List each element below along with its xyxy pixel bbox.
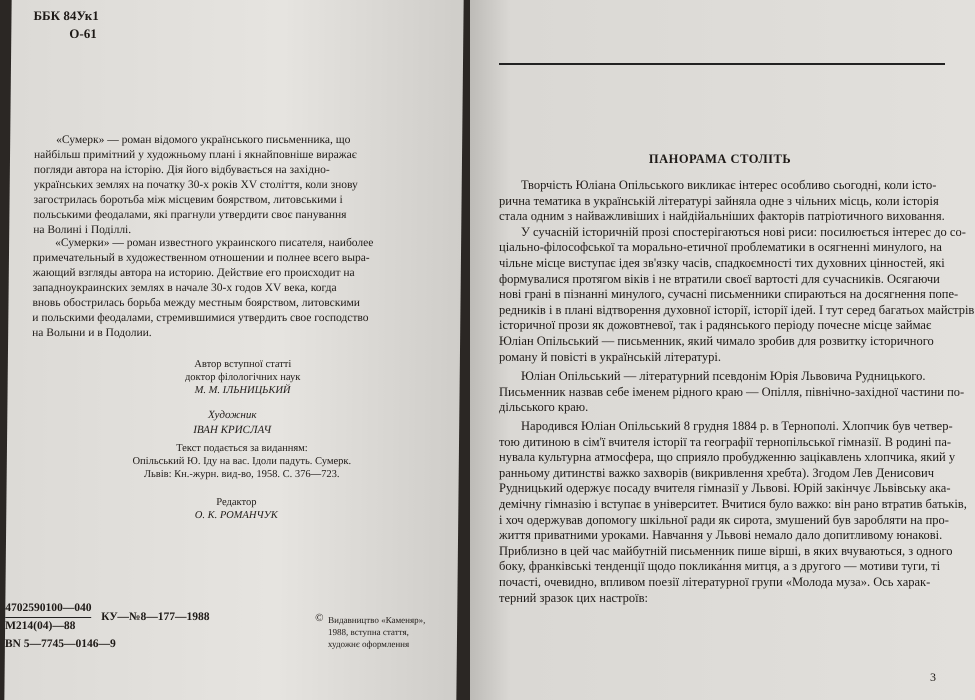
imprint-code: 4702590100—040: [5, 600, 91, 618]
text-line: боку, франківські тенденції щодо поклика́ння митця, а з другого — мотиви туги, ті: [499, 559, 941, 574]
imprint-codes: [5, 600, 92, 635]
intro-author-label: Автор вступної статті: [194, 359, 292, 370]
text-line: демічну гімназію і вступає в університет. Вчитися було важко: він рано втратив батьків,: [499, 496, 967, 511]
source-line: Опільський Ю. Іду на вас. Ідоли падуть. Сумерк.: [132, 456, 352, 467]
annotation-line: українських землях на початку 30-х років XV століття, коли знову: [33, 179, 358, 191]
paragraph-1: [499, 178, 975, 365]
annotation-line: загострилась боротьба між місцевим боярством, литовськими і: [33, 194, 343, 206]
paragraph-3: [499, 419, 967, 606]
artist-block: [172, 408, 292, 438]
text-line: Творчість Юліана Опільського викликає інтерес особливо сьогодні, коли істо-: [521, 178, 937, 192]
text-line: Юліан Опільський — літературний псевдонім Юрія Львовича Рудницького.: [521, 369, 926, 383]
text-line: терний зразок цих настроїв:: [499, 590, 649, 605]
text-line: і хоч одержував допомогу шкільної ради як сирота, змушений був заробляти на про-: [499, 512, 949, 527]
text-line: історичної прози як дожовтневої, так і радянського періоду почесне місце займає: [499, 318, 932, 333]
intro-author-name: М. М. ІЛЬНИЦЬКИЙ: [194, 385, 291, 396]
annotation-line: на Волині і Поділлі.: [33, 224, 132, 236]
text-line: роману й повісті в українській літературі.: [499, 349, 721, 364]
editor-label: Редактор: [216, 497, 257, 508]
text-line: редників і в плані відтворення духовної історії, історії ідей. І тут серед багатьох майстрів: [499, 302, 975, 317]
copyright-block: [328, 614, 426, 650]
text-line: ціально-філософської та морально-етичної проблематики в осягненні минулого, на: [499, 240, 942, 255]
annotation-line: польськими феодалами, які прагнули утвердити своє панування: [33, 209, 347, 221]
source-block: [107, 442, 377, 481]
editor-name: О. К. РОМАНЧУК: [194, 510, 278, 521]
right-page: [470, 0, 975, 700]
artist-label: Художник: [208, 409, 257, 421]
text-line: рична тематика в українській літературі зайняла одне з чільних місць, коли історія: [499, 193, 939, 208]
annotation-line: погляди автора на історію. Дія його відбувається на західно-: [33, 164, 330, 176]
text-line: почасті, очевидно, впливом поезії літературної групи «Молода муза». Ось харак-: [499, 574, 931, 589]
text-line: нувала культурна атмосфера, що сприяло пробудженню зацікавлень хлопчика, який у: [499, 450, 956, 465]
text-line: стала одним з найважливіших і найдійальніших факторів патріотичного виховання.: [499, 209, 945, 224]
text-line: Юліан Опільський — письменник, який чимало зробив для розвитку історичного: [499, 333, 934, 348]
editor-block: [166, 496, 306, 522]
text-line: Приблизно в цей час майбутній письменник пише вірші, в яких вчуваються, з одного: [499, 543, 953, 558]
annotation-russian: [32, 236, 443, 341]
bbk-index: ББК 84Ук1: [33, 8, 99, 23]
text-line: Рудницький одержує посаду вчителя гімназії у Львові. Юрій закінчує Львівську ака-: [499, 481, 951, 496]
paragraph-2: [499, 369, 965, 416]
source-line: Текст подається за виданням:: [176, 443, 308, 454]
copyright-line: Видавництво «Каменяр»,: [328, 615, 426, 625]
left-page: [4, 0, 463, 700]
imprint-ku: КУ—№8—177—1988: [101, 611, 210, 623]
annotation-line: «Сумерк» — роман відомого українського письменника, що: [56, 134, 351, 146]
text-line: ранньому дитинстві важко захворів (викривлення хребта). Згодом Лев Денисович: [499, 465, 935, 480]
text-line: чільне місце виступає ідея зв'язку часів, спадкоємності тих духовних цінностей, які: [499, 255, 945, 270]
text-line: У сучасній історичній прозі спостерігаються нові риси: посилюється інтерес до со-: [521, 224, 966, 239]
text-line: Письменник назвав себе іменем рідного краю — Опілля, північно-західної частини по-: [499, 384, 965, 399]
intro-author-block: [158, 358, 328, 397]
annotation-line: на Волыни и в Подолии.: [32, 327, 152, 339]
annotation-ukrainian: [33, 133, 444, 238]
top-rule: [499, 63, 945, 65]
imprint-code: М214(04)—88: [5, 620, 76, 632]
copyright-line: 1988, вступна стаття,: [327, 627, 409, 637]
intro-author-degree: доктор філологічних наук: [184, 372, 301, 383]
text-line: життя приватними уроками. Навчання у Львові немало дало допитливому юнакові.: [499, 528, 943, 543]
annotation-line: «Сумерки» — роман известного украинского писателя, наиболее: [55, 237, 374, 249]
annotation-line: жающий взгляды автора на историю. Действие его происходит на: [32, 267, 355, 279]
annotation-line: найбільш примітний у художньому плані і якнайповніше виражає: [33, 149, 357, 161]
copyright-symbol: ©: [315, 612, 324, 624]
author-code: О-61: [69, 26, 97, 41]
text-line: формувалися протягом віків і не втратили своєї вартості для сучасників. Осягаючи: [499, 271, 940, 286]
text-line: тою дитиною в сім'ї вчителя історії та географії тернопільської гімназії. В родині па-: [499, 434, 952, 449]
annotation-line: вновь обострилась борьба между местным боярством, литовскими: [32, 297, 361, 309]
copyright-line: художнє оформлення: [327, 639, 410, 649]
text-line: нові грані в пізнанні минулого, сучасні письменники спираються на досягнення попе-: [499, 287, 959, 302]
annotation-line: примечательный в художественном отношении и полнее всего выра-: [32, 252, 370, 264]
isbn: BN 5—7745—0146—9: [4, 638, 116, 650]
annotation-line: и польскими феодалами, стремившимися утвердить свое господство: [32, 312, 369, 324]
annotation-line: западноукраинских землях в начале 30-х годов XV века, когда: [32, 282, 337, 294]
chapter-heading: ПАНОРАМА СТОЛІТЬ: [648, 152, 792, 166]
artist-name: ІВАН КРИСЛАЧ: [193, 424, 272, 436]
page-number: 3: [930, 670, 936, 684]
text-line: дільського краю.: [499, 400, 589, 415]
source-line: Львів: Кн.-журн. вид-во, 1958. С. 376—723.: [143, 469, 340, 480]
text-line: Народився Юліан Опільський 8 грудня 1884 р. в Тернополі. Хлопчик був четвер-: [521, 419, 953, 433]
